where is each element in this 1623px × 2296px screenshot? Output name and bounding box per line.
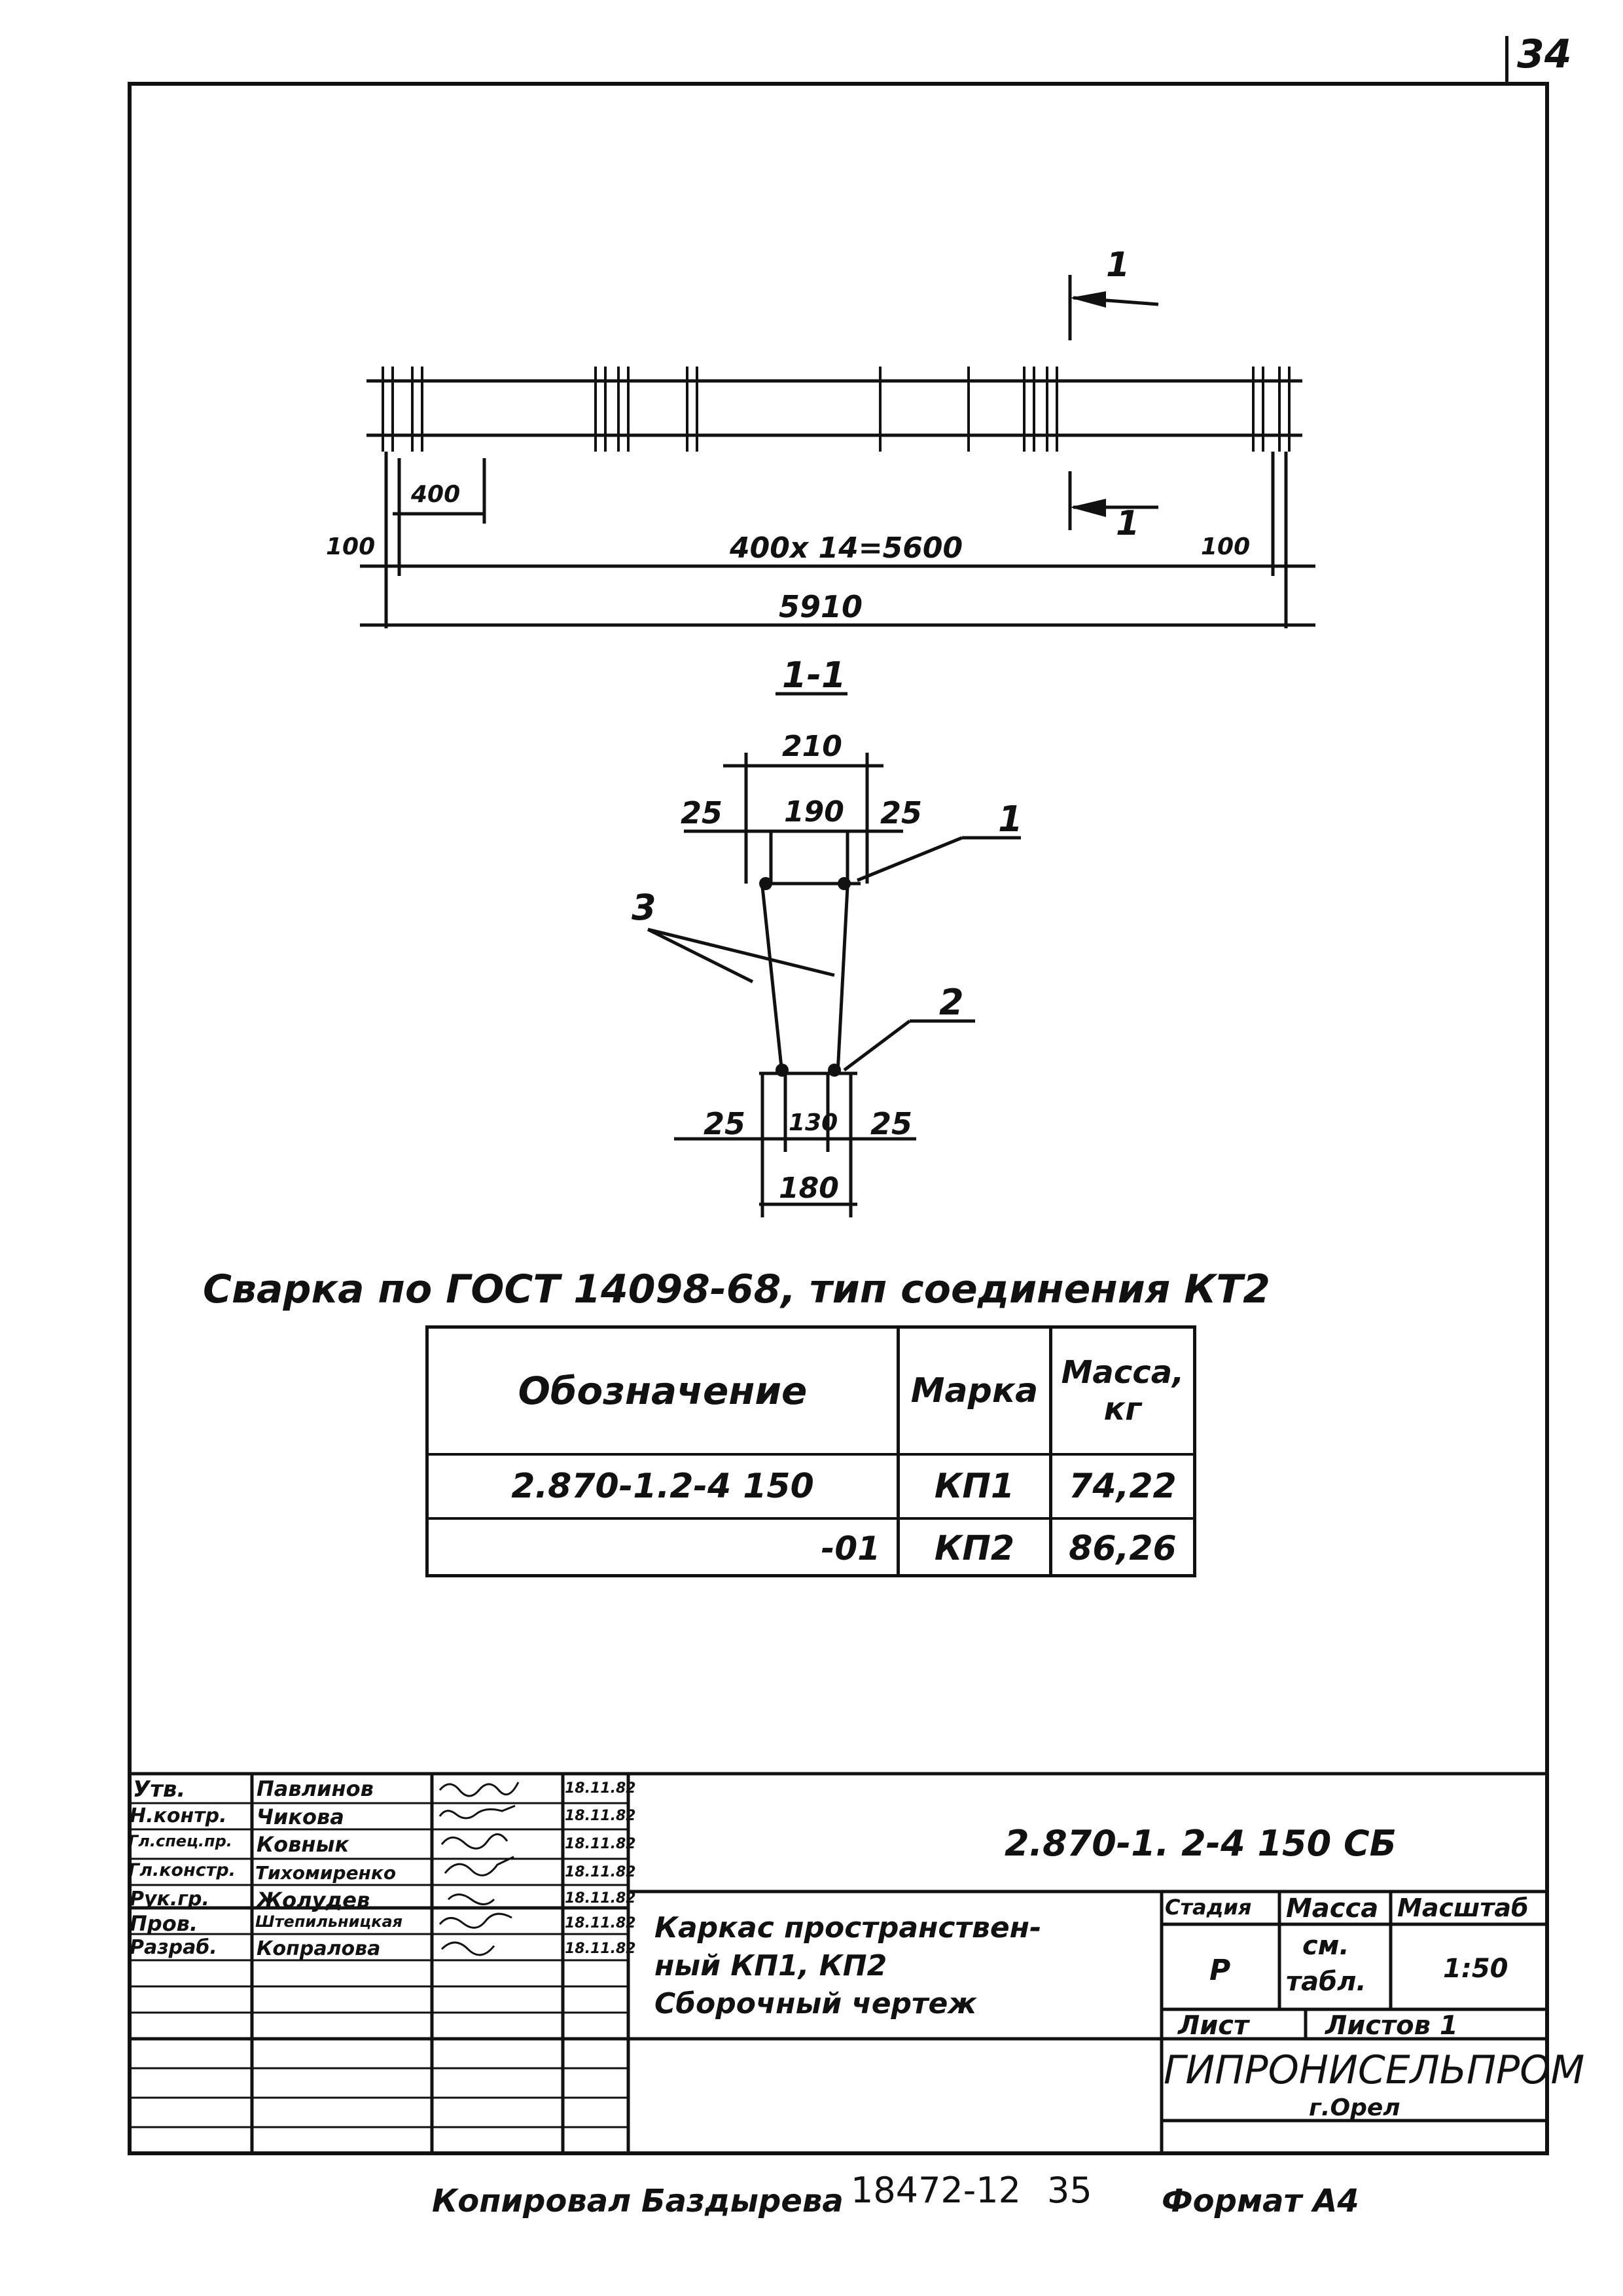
- stage-value: Р: [1209, 1954, 1231, 1987]
- dim-total: 5910: [779, 589, 863, 624]
- role-norm-control: Н.контр.: [130, 1804, 227, 1827]
- drawing-title-line2: ный КП1, КП2: [654, 1949, 887, 1982]
- name-approved: Павлинов: [257, 1776, 374, 1801]
- role-checked: Пров.: [130, 1911, 198, 1936]
- table-cell-mark: КП2: [934, 1529, 1015, 1568]
- sec-bot-mid: 130: [789, 1109, 838, 1136]
- date-developed: 18.11.82: [565, 1941, 636, 1957]
- sec-top-left: 25: [681, 795, 723, 831]
- sec-top-right: 25: [880, 795, 923, 831]
- scale-value: 1:50: [1443, 1954, 1508, 1984]
- sheets-label: Листов 1: [1325, 2011, 1458, 2041]
- sheet-number: 34: [1517, 31, 1572, 77]
- organization-name: ГИПРОНИСЕЛЬПРОМ: [1164, 2047, 1585, 2093]
- order-number: 18472-12: [851, 2170, 1021, 2211]
- role-group-lead: Рук.гр.: [130, 1888, 209, 1910]
- mass-value-line2: табл.: [1286, 1967, 1366, 1997]
- organization-city: г.Орел: [1309, 2094, 1400, 2121]
- drawing-title-line3: Сборочный чертеж: [654, 1987, 977, 2020]
- table-cell-mass: 74,22: [1069, 1467, 1177, 1506]
- drawing-title-line1: Каркас пространствен-: [654, 1911, 1042, 1945]
- role-chief-specialist: Гл.спец.пр.: [128, 1832, 232, 1850]
- table-cell-mass: 86,26: [1069, 1529, 1177, 1568]
- table-header-mass: Масса, кг: [1061, 1354, 1185, 1427]
- section-title: 1-1: [782, 655, 846, 696]
- signatures: [440, 1782, 518, 1955]
- table-header-mark: Марка: [910, 1371, 1039, 1410]
- callout-1: 1: [998, 798, 1023, 840]
- sheet-label: Лист: [1178, 2011, 1249, 2041]
- date-checked: 18.11.82: [565, 1915, 636, 1931]
- name-checked: Штепильницкая: [255, 1912, 403, 1931]
- dim-100-right: 100: [1201, 533, 1251, 560]
- date-group-lead: 18.11.82: [565, 1890, 636, 1907]
- name-group-lead: Жолудев: [257, 1888, 370, 1912]
- callout-2: 2: [939, 982, 964, 1023]
- sec-bot-right: 25: [870, 1106, 913, 1141]
- stage-header: Стадия: [1165, 1895, 1252, 1920]
- table-cell-designation: -01: [821, 1530, 880, 1568]
- role-approved: Утв.: [133, 1776, 186, 1803]
- table-cell-mark: КП1: [934, 1467, 1015, 1506]
- name-chief-designer: Тихомиренко: [255, 1862, 397, 1884]
- callout-3: 3: [632, 887, 656, 928]
- scale-header: Масштаб: [1397, 1893, 1529, 1922]
- name-chief-specialist: Ковнык: [257, 1832, 349, 1857]
- role-developed: Разраб.: [130, 1936, 217, 1959]
- date-norm-control: 18.11.82: [565, 1808, 636, 1824]
- date-chief-specialist: 18.11.82: [565, 1836, 636, 1852]
- name-norm-control: Чикова: [257, 1804, 344, 1829]
- role-chief-designer: Гл.констр.: [128, 1860, 236, 1880]
- section-mark-top: 1: [1106, 245, 1130, 285]
- dim-main: 400x 14=5600: [730, 531, 963, 565]
- name-developed: Копралова: [257, 1937, 381, 1960]
- dim-100-left: 100: [326, 533, 376, 560]
- format-label: Формат А4: [1162, 2183, 1359, 2219]
- dim-400: 400: [411, 481, 461, 508]
- sec-bot-total: 180: [779, 1172, 839, 1205]
- table-cell-designation: 2.870-1.2-4 150: [511, 1467, 814, 1506]
- document-code: 2.870-1. 2-4 150 СБ: [1005, 1823, 1397, 1864]
- section-mark-bottom: 1: [1116, 504, 1140, 543]
- copier-name: Баздырева: [641, 2183, 844, 2219]
- sec-bot-left: 25: [704, 1106, 746, 1141]
- mass-value-line1: см.: [1302, 1931, 1349, 1961]
- sec-top-total: 210: [782, 730, 842, 763]
- table-header-designation: Обозначение: [518, 1369, 808, 1413]
- copied-by-label: Копировал: [432, 2183, 632, 2219]
- sec-top-mid: 190: [784, 795, 844, 829]
- page-number: 35: [1047, 2170, 1092, 2211]
- welding-note: Сварка по ГОСТ 14098-68, тип соединения КТ2: [203, 1266, 1270, 1312]
- mass-header: Масса: [1286, 1893, 1379, 1924]
- date-approved: 18.11.82: [565, 1780, 636, 1797]
- date-chief-designer: 18.11.82: [565, 1864, 636, 1880]
